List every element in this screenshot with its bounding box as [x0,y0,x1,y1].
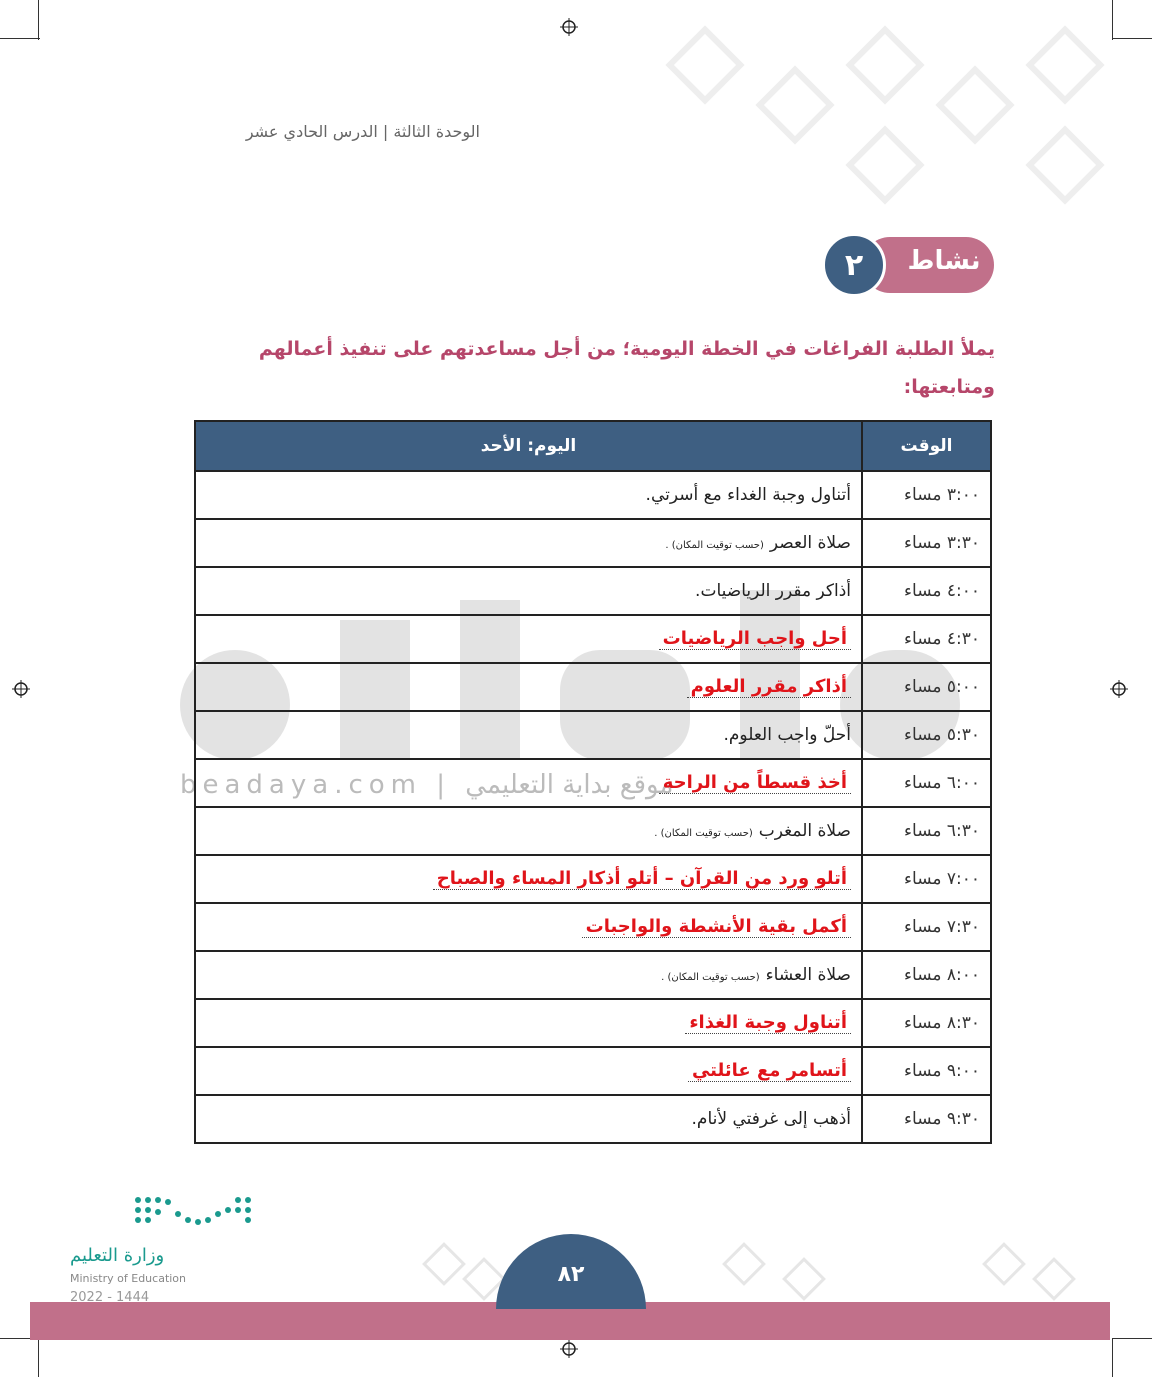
time-cell: ٣:٠٠ مساء [862,471,991,519]
table-row [195,999,991,1047]
activity-cell [195,711,862,759]
filled-answer: أحل واجب الرياضيات [659,628,851,650]
activity-text: أذاكر مقرر الرياضيات. [695,581,851,601]
table-row [195,663,991,711]
ministry-name-english: Ministry of Education [70,1272,187,1285]
time-note: (حسب توقيت المكان) . [661,972,760,983]
filled-answer: أخذ قسطاً من الراحة [659,772,851,794]
activity-number: ٢ [822,233,886,297]
activity-cell [195,807,862,855]
time-cell: ٤:٣٠ مساء [862,615,991,663]
time-cell: ٧:٠٠ مساء [862,855,991,903]
activity-label: نشاط [907,246,981,276]
ministry-logo-icon [130,1192,260,1232]
filled-answer: أتناول وجبة الغذاء [685,1012,851,1034]
activity-cell [195,519,862,567]
time-cell: ٥:٠٠ مساء [862,663,991,711]
table-row [195,903,991,951]
time-cell: ٣:٣٠ مساء [862,519,991,567]
time-cell: ٨:٣٠ مساء [862,999,991,1047]
ministry-name-arabic: وزارة التعليم [70,1245,165,1266]
time-cell: ٥:٣٠ مساء [862,711,991,759]
activity-text: صلاة المغرب [758,821,851,841]
activity-cell [195,1095,862,1143]
activity-cell[interactable] [195,999,862,1047]
time-note: (حسب توقيت المكان) . [654,828,753,839]
table-row [195,615,991,663]
edition-year: 2022 - 1444 [70,1290,150,1305]
column-header-time: الوقت [862,421,991,471]
activity-text: أحلّ واجب العلوم. [723,725,851,745]
filled-answer: أكمل بقية الأنشطة والواجبات [582,916,851,938]
crop-mark [0,38,40,39]
instructions: يملأ الطلبة الفراغات في الخطة اليومية؛ من أجل مساعدتهم على تنفيذ أعمالهم ومتابعتها: [258,338,995,398]
activity-cell[interactable] [195,615,862,663]
activity-text: صلاة العشاء [765,965,851,985]
page-number: ٨٢ [557,1262,585,1287]
table-row [195,951,991,999]
activity-cell[interactable] [195,903,862,951]
filled-answer: أذاكر مقرر العلوم [687,676,851,698]
table-row [195,567,991,615]
table-row [195,1095,991,1143]
table-row [195,1047,991,1095]
watermark-text: beadaya.com | موقع بداية التعليمي [180,770,674,800]
time-cell: ٨:٠٠ مساء [862,951,991,999]
table-row [195,711,991,759]
crop-mark [1112,1338,1113,1377]
time-note: (حسب توقيت المكان) . [665,540,764,551]
time-cell: ٧:٣٠ مساء [862,903,991,951]
activity-cell [195,567,862,615]
activity-badge [822,233,994,297]
activity-text: أتناول وجبة الغداء مع أسرتي. [645,485,851,505]
activity-cell [195,471,862,519]
activity-text: أذهب إلى غرفتي لأنام. [691,1109,851,1129]
table-row [195,855,991,903]
filled-answer: أتلو ورد من القرآن – أتلو أذكار المساء والصباح [433,868,851,890]
activity-cell [195,951,862,999]
breadcrumb: الوحدة الثالثة | الدرس الحادي عشر [245,122,480,141]
table-row [195,807,991,855]
daily-plan-table [194,420,992,1144]
crop-mark [38,1338,39,1377]
registration-mark-icon [12,680,30,698]
activity-cell[interactable] [195,759,862,807]
time-cell: ٦:٣٠ مساء [862,807,991,855]
table-row [195,759,991,807]
decorative-pattern [640,20,1140,220]
crop-mark [38,0,39,40]
activity-cell[interactable] [195,855,862,903]
time-cell: ٩:٣٠ مساء [862,1095,991,1143]
column-header-day: اليوم: الأحد [195,421,862,471]
table-header-row [195,421,991,471]
registration-mark-icon [1110,680,1128,698]
time-cell: ٦:٠٠ مساء [862,759,991,807]
table-row [195,519,991,567]
activity-cell[interactable] [195,1047,862,1095]
filled-answer: أتسامر مع عائلتي [688,1060,851,1082]
activity-text: صلاة العصر [769,533,851,553]
crop-mark [1112,1338,1152,1339]
activity-cell[interactable] [195,663,862,711]
registration-mark-icon [560,1340,578,1358]
registration-mark-icon [560,18,578,36]
table-row [195,471,991,519]
time-cell: ٤:٠٠ مساء [862,567,991,615]
time-cell: ٩:٠٠ مساء [862,1047,991,1095]
